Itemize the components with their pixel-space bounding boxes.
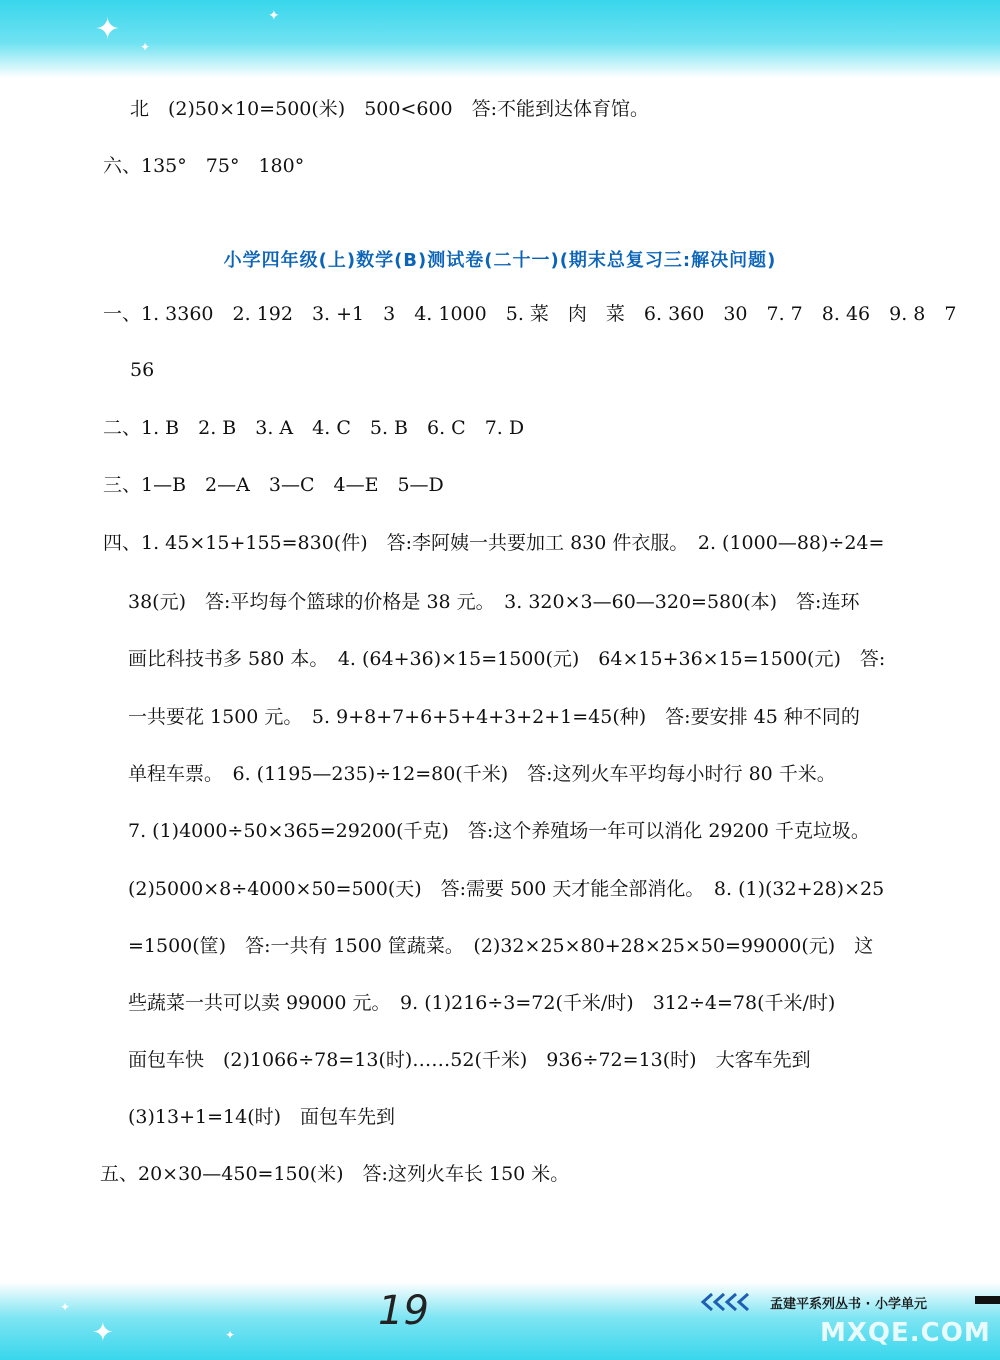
answer-line: 四、1. 45×15+155=830(件) 答:李阿姨一共要加工 830 件衣服。 2. (1000—88)÷24= [103,532,885,554]
answer-line: =1500(筐) 答:一共有 1500 筐蔬菜。 (2)32×25×80+28×25×50=99000(元) 这 [128,935,874,957]
sparkle-icon: ✦ [92,1318,114,1348]
series-name: 孟建平系列丛书 · 小学单元 [770,1297,927,1312]
sparkle-icon: ✦ [60,1300,71,1314]
watermark: MXQE.COM [820,1318,991,1348]
answer-line: 二、1. B 2. B 3. A 4. C 5. B 6. C 7. D [103,417,525,439]
answer-line: (3)13+1=14(时) 面包车先到 [128,1106,396,1128]
top-decorative-band [0,0,1000,78]
answer-line: 56 [130,359,155,381]
answer-line: 画比科技书多 580 本。 4. (64+36)×15=1500(元) 64×15+36×15=1500(元) 答: [128,648,886,670]
sparkle-icon: ✦ [95,12,121,47]
answer-line: 些蔬菜一共可以卖 99000 元。 9. (1)216÷3=72(千米/时) 312÷4=78(千米/时) [128,992,836,1014]
answer-line: 北 (2)50×10=500(米) 500<600 答:不能到达体育馆。 [130,98,650,120]
page-number: 19 [378,1288,429,1334]
answer-line: 单程车票。 6. (1195—235)÷12=80(千米) 答:这列火车平均每小时行 80 千米。 [128,763,836,785]
section-title: 小学四年级(上)数学(B)测试卷(二十一)(期末总复习三:解决问题) [223,250,777,271]
answer-line: 一共要花 1500 元。 5. 9+8+7+6+5+4+3+2+1=45(种) 答:要安排 45 种不同的 [128,706,860,728]
answer-line: 一、1. 3360 2. 192 3. +1 3 4. 1000 5. 菜 肉 菜 6. 360 30 7. 7 8. 46 9. 8 7 [103,303,957,325]
arrow-left-icon [700,1291,752,1313]
answer-line: 38(元) 答:平均每个篮球的价格是 38 元。 3. 320×3—60—320=580(本) 答:连环 [128,591,860,613]
sparkle-icon: ✦ [140,40,151,54]
answer-line: 面包车快 (2)1066÷78=13(时)……52(千米) 936÷72=13(时) 大客车先到 [128,1049,811,1071]
answer-line: (2)5000×8÷4000×50=500(天) 答:需要 500 天才能全部消化。 8. (1)(32+28)×25 [128,878,885,900]
answer-line: 三、1—B 2—A 3—C 4—E 5—D [103,474,444,496]
footer-bar [975,1296,1000,1304]
answer-line: 六、135° 75° 180° [103,155,305,177]
sparkle-icon: ✦ [225,1328,236,1342]
answer-line: 五、20×30—450=150(米) 答:这列火车长 150 米。 [100,1163,570,1185]
answer-line: 7. (1)4000÷50×365=29200(千克) 答:这个养殖场一年可以消化 29200 千克垃圾。 [128,820,870,842]
sparkle-icon: ✦ [268,8,280,24]
